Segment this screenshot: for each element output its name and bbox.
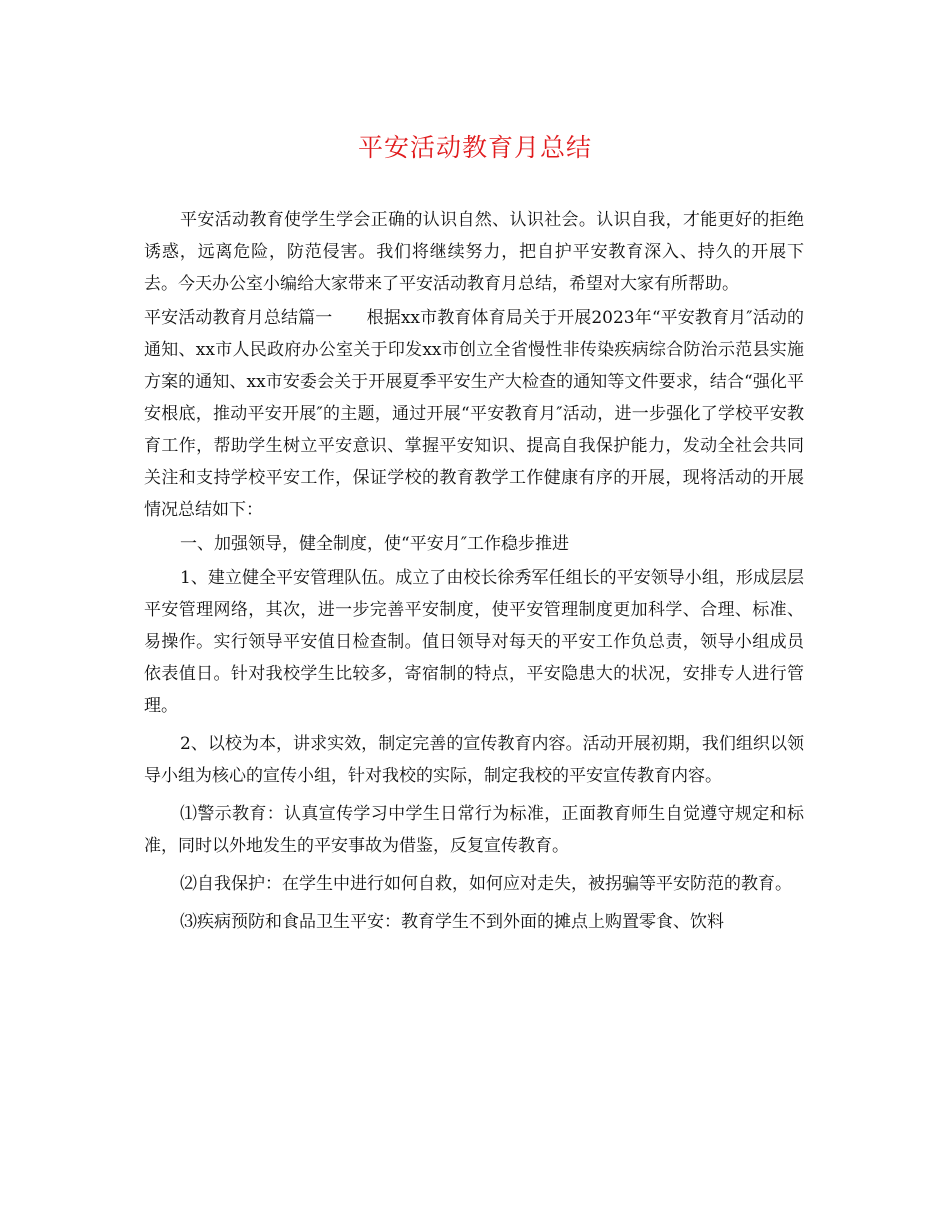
item-2-paragraph: 2、以校为本，讲求实效，制定完善的宣传教育内容。活动开展初期，我们组织以领导小组为核心的宣传小组，针对我校的实际，制定我校的平安宣传教育内容。 bbox=[144, 734, 804, 786]
section-one-paragraph: 平安活动教育月总结篇一 根据xx市教育体育局关于开展2023年“平安教育月″活动的通知、xx市人民政府办公室关于印发xx市创立全省慢性非传染疾病综合防治示范县实施方案的通知、xx市安委会关于开展夏季平安生产大检查的通知等文件要求，结合“强化平安根底，推动平安开展″的主题，通过开展“平安教育月″活动，进一步强化了学校平安教育工作，帮助学生树立平安意识、掌握平安知识、提高自我保护能力，发动全社会共同关注和支持学校平安工作，保证学校的教育教学工作健康有序的开展，现将活动的开展情况总结如下： bbox=[144, 308, 804, 520]
document-body bbox=[144, 204, 804, 938]
intro-paragraph: 平安活动教育使学生学会正确的认识自然、认识社会。认识自我，才能更好的拒绝诱惑，远离危险，防范侵害。我们将继续努力，把自护平安教育深入、持久的开展下去。今天办公室小编给大家带来了平安活动教育月总结，希望对大家有所帮助。 bbox=[144, 210, 804, 294]
sub-item-2-paragraph: ⑵自我保护：在学生中进行如何自救，如何应对走失，被拐骗等平安防范的教育。 bbox=[180, 874, 792, 894]
item-1-paragraph: 1、建立健全平安管理队伍。成立了由校长徐秀军任组长的平安领导小组，形成层层平安管理网络，其次，进一步完善平安制度，使平安管理制度更加科学、合理、标准、易操作。实行领导平安值日检查制。值日领导对每天的平安工作负总责，领导小组成员依表值日。针对我校学生比较多，寄宿制的特点，平安隐患大的状况，安排专人进行管理。 bbox=[144, 568, 804, 716]
sub-item-3-paragraph: ⑶疾病预防和食品卫生平安：教育学生不到外面的摊点上购置零食、饮料 bbox=[180, 912, 724, 932]
heading-strengthen-leadership: 一、加强领导，健全制度，使“平安月″工作稳步推进 bbox=[180, 534, 570, 554]
document-title: 平安活动教育月总结 bbox=[357, 133, 592, 162]
sub-item-1-paragraph: ⑴警示教育：认真宣传学习中学生日常行为标准，正面教育师生自觉遵守规定和标准，同时以外地发生的平安事故为借鉴，反复宣传教育。 bbox=[144, 804, 804, 856]
